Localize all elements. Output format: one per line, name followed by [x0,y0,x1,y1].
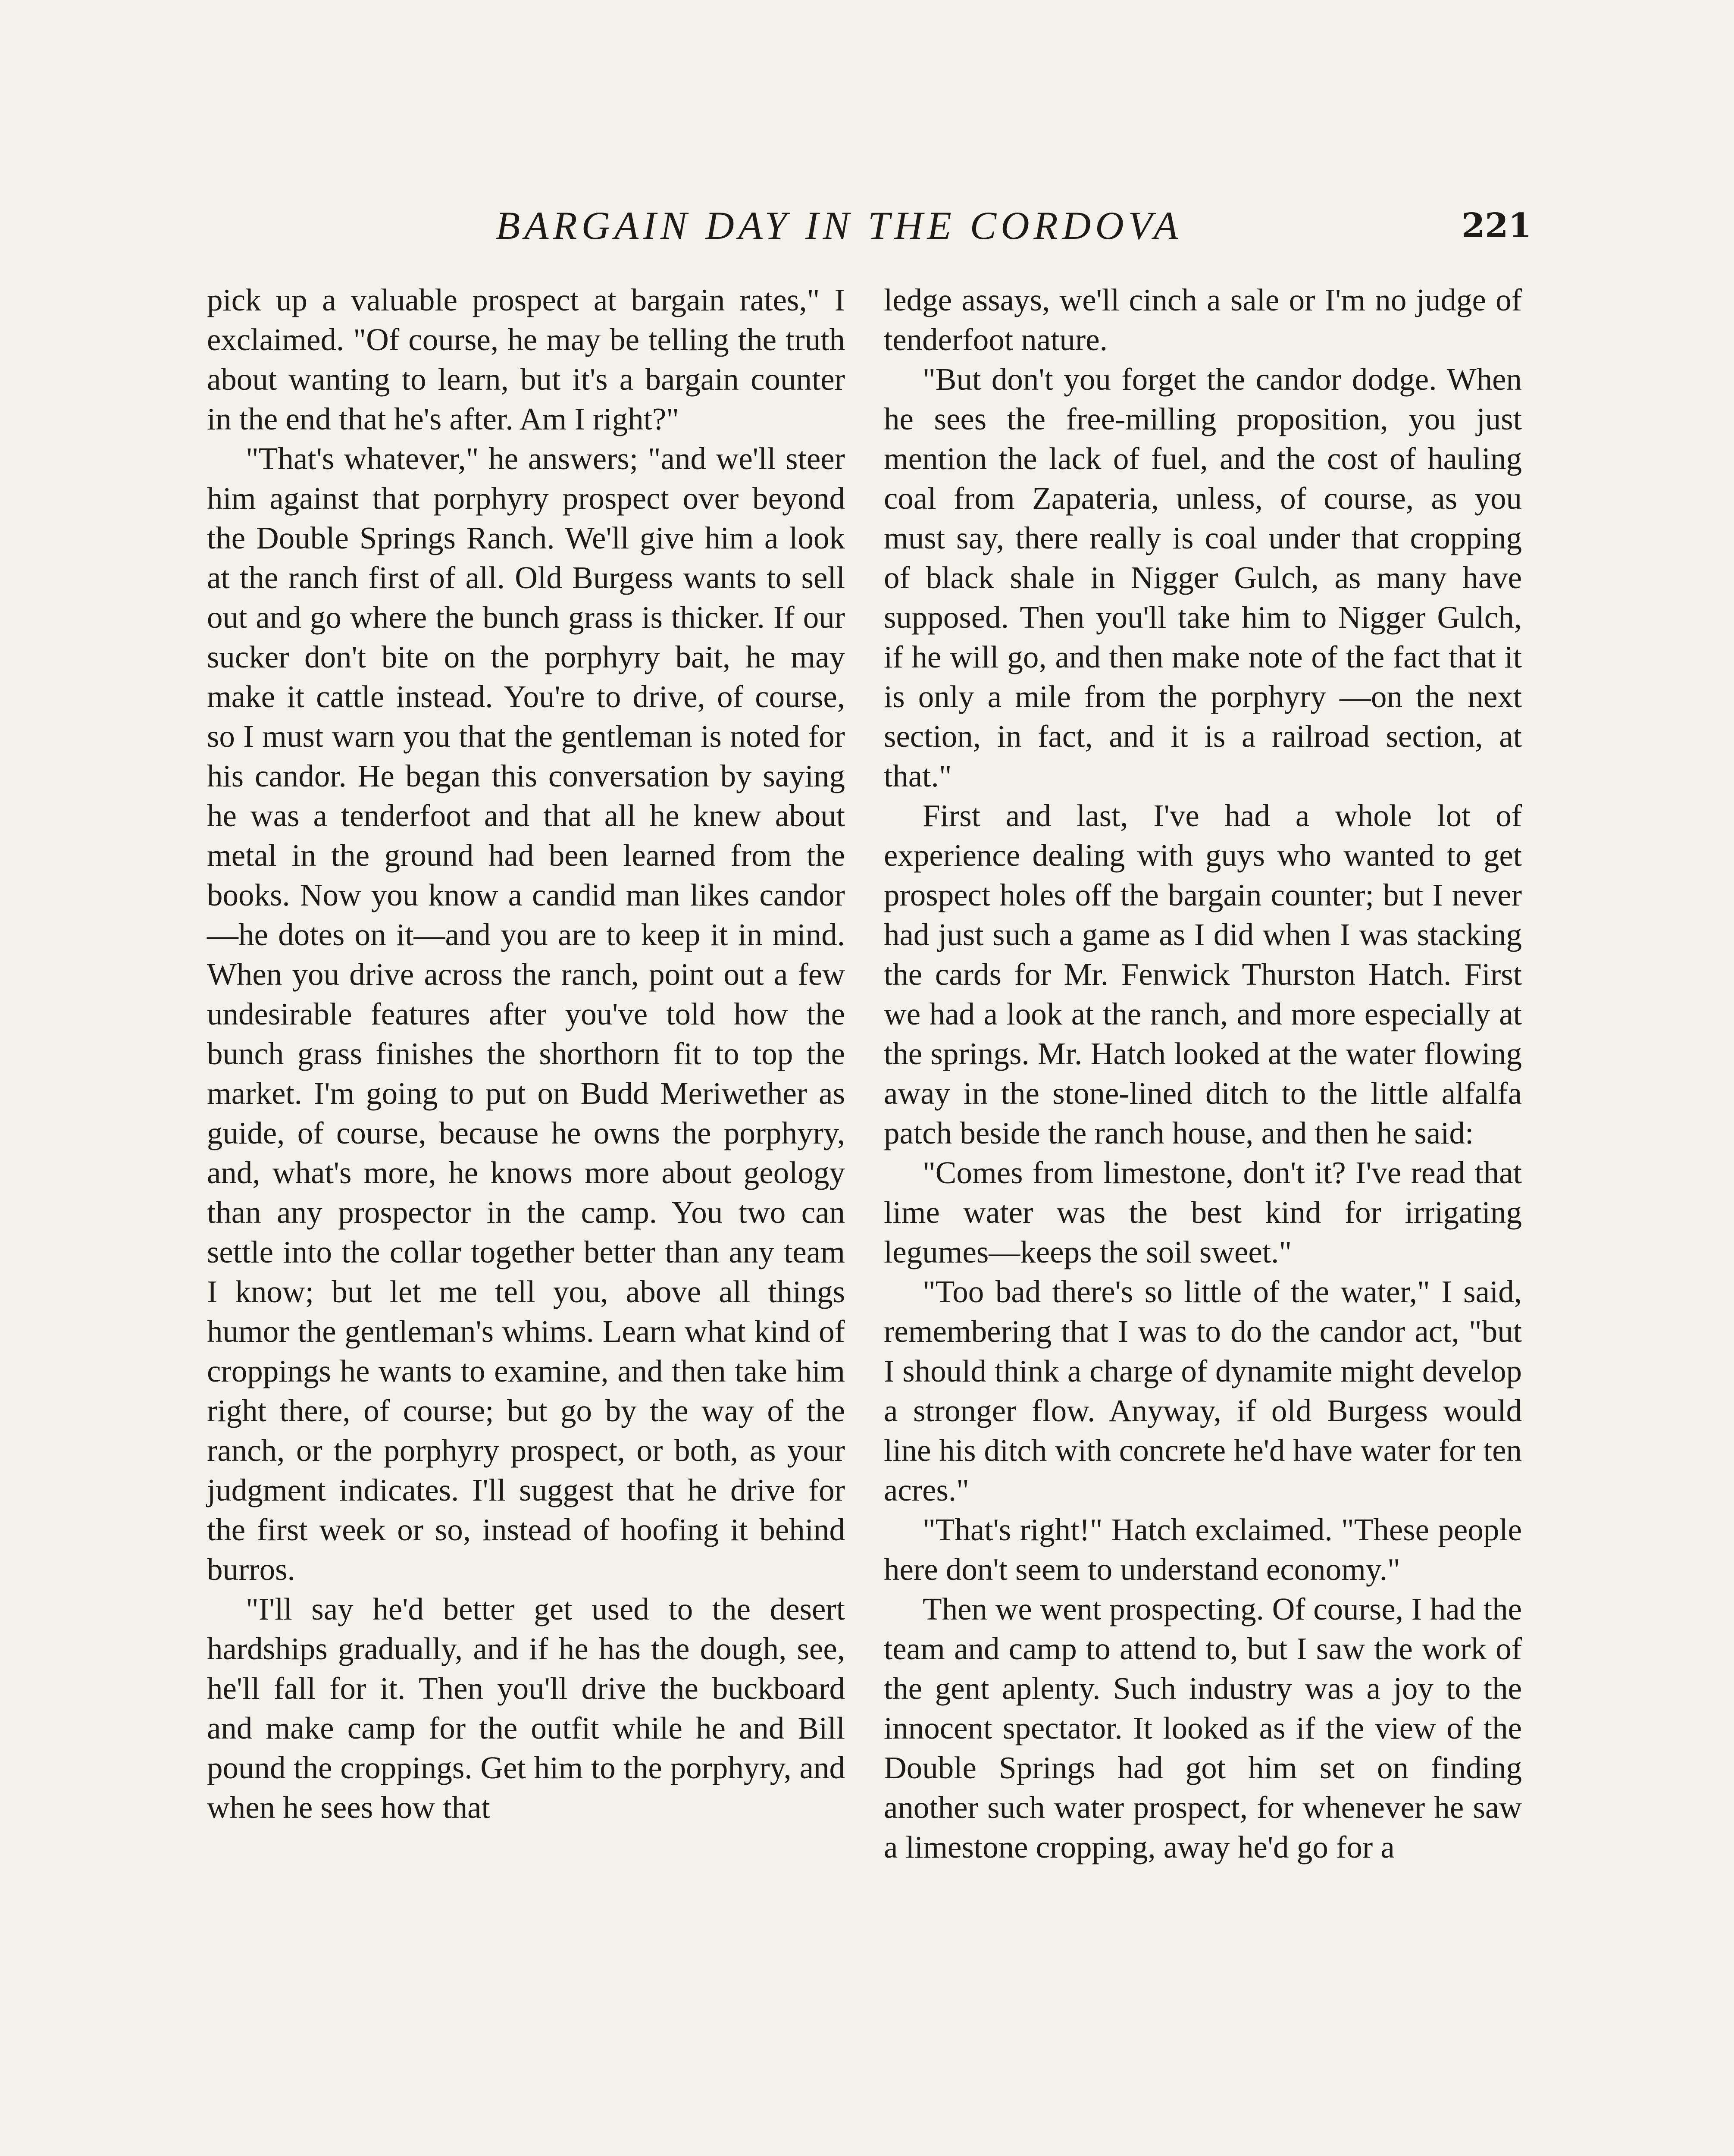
paragraph: pick up a valuable prospect at bargain rates," I exclaimed. "Of course, he may be telling the truth about wanting to learn, but it's a bargain counter in the end that he's after. Am I right?" [207,282,845,436]
left-column [207,280,845,2156]
paragraph: ledge assays, we'll cinch a sale or I'm no judge of tenderfoot nature. [884,282,1522,357]
right-column [884,280,1522,2156]
paragraph: First and last, I've had a whole lot of experience dealing with guys who wanted to get prospect holes off the bargain counter; but I never had just such a game as I did when I was stacking the cards for Mr. Fenwick Thurston Hatch. First we had a look at the ranch, and more especially at the springs. Mr. Hatch looked at the water flowing away in the stone-lined ditch to the little alfalfa patch beside the ranch house, and then he said: [884,798,1522,1150]
running-title: BARGAIN DAY IN THE CORDOVA [496,204,1183,248]
paragraph: Then we went prospecting. Of course, I had the team and camp to attend to, but I saw the work of the gent aplenty. Such industry was a joy to the innocent spectator. It looked as if the view of the Double Springs had got him set on finding another such water prospect, for whenever he saw a limestone cropping, away he'd go for a [884,1592,1522,1865]
page-number: 221 [1462,206,1532,245]
paragraph: "Comes from limestone, don't it? I've read that lime water was the best kind for irrigating legumes—keeps the soil sweet." [884,1155,1522,1269]
page-header [496,203,1532,250]
paragraph: "Too bad there's so little of the water," I said, remembering that I was to do the candor act, "but I should think a charge of dynamite might develop a stronger flow. Anyway, if old Burgess would line his ditch with concrete he'd have water for ten acres." [884,1274,1522,1507]
paragraph: "That's right!" Hatch exclaimed. "These people here don't seem to understand economy." [884,1512,1522,1587]
paragraph: "I'll say he'd better get used to the desert hardships gradually, and if he has the dough, see, he'll fall for it. Then you'll drive the buckboard and make camp for the outfit while he and Bill pound the croppings. Get him to the porphyry, and when he sees how that [207,1592,845,1825]
paragraph: "But don't you forget the candor dodge. When he sees the free-milling proposition, you just mention the lack of fuel, and the cost of hauling coal from Zapateria, unless, of course, as you must say, there really is coal under that cropping of black shale in Nigger Gulch, as many have supposed. Then you'll take him to Nigger Gulch, if he will go, and then make note of the fact that it is only a mile from the porphyry —on the next section, in fact, and it is a railroad section, at that." [884,362,1522,793]
paragraph: "That's whatever," he answers; "and we'll steer him against that porphyry prospect over beyond the Double Springs Ranch. We'll give him a look at the ranch first of all. Old Burgess wants to sell out and go where the bunch grass is thicker. If our sucker don't bite on the porphyry bait, he may make it cattle instead. You're to drive, of course, so I must warn you that the gentleman is noted for his candor. He began this conversation by saying he was a tenderfoot and that all he knew about metal in the ground had been learned from the books. Now you know a candid man likes candor—he dotes on it—and you are to keep it in mind. When you drive across the ranch, point out a few undesirable features after you've told how the bunch grass finishes the shorthorn fit to top the market. I'm going to put on Budd Meriwether as guide, of course, because he owns the porphyry, and, what's more, he knows more about geology than any prospector in the camp. You two can settle into the collar together better than any team I know; but let me tell you, above all things humor the gentleman's whims. Learn what kind of croppings he wants to examine, and then take him right there, of course; but go by the way of the ranch, or the porphyry prospect, or both, as your judgment indicates. I'll suggest that he drive for the first week or so, instead of hoofing it behind burros. [207,441,845,1587]
